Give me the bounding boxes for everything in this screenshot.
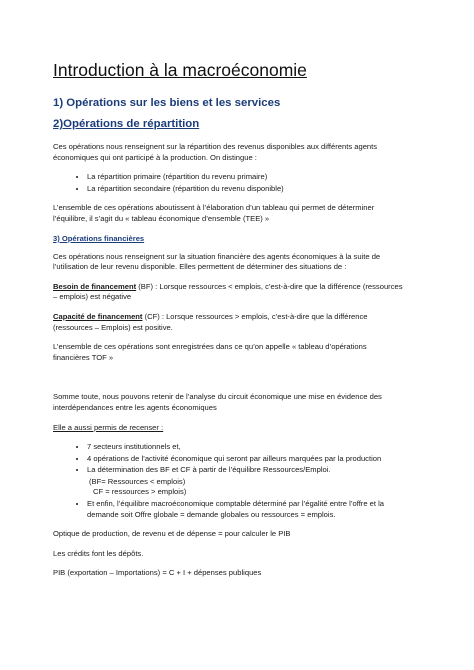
paragraph-tee: L’ensemble de ces opérations aboutissent à l’élaboration d’un tableau qui permet de déterminer l’équilibre, il s’agit du « tableau économique d’ensemble (TEE) » [53,203,375,223]
paragraph-credits: Les crédits font les dépôts. [53,548,144,558]
paragraph-optique: Optique de production, de revenu et de dépense = pour calculer le PIB [53,529,291,539]
list-item: • Et enfin, l’équilibre macroéconomique comptable déterminé par l’égalité entre l’offre et la demande soit Offre globale = demande globales ou ressources = emplois. [87,499,404,520]
bf-line: (BF= Ressources < emplois) [89,476,186,486]
recenser-list [53,442,404,476]
paragraph-tof: L’ensemble de ces opérations sont enregistrées dans ce qu’on appelle « tableau d’opérations financières TOF » [53,342,367,362]
document-title: Introduction à la macroéconomie [53,60,307,80]
besoin-label: Besoin de financement [53,281,137,291]
list-item: • La détermination des BF et CF à partir de l’équilibre Ressources/Emploi. [87,465,404,476]
capacite-text: (CF) : Lorsque ressources > emplois, c’est-à-dire que la différence (ressources – Emplois) est positive. [53,311,368,332]
paragraph-besoin [53,282,404,303]
list-item: • 7 secteurs institutionnels et, [87,442,404,453]
spacer [53,372,404,392]
paragraph-capacite [53,312,404,333]
paragraph-pib: PIB (exportation – Importations) = C + I + dépenses publiques [53,568,262,578]
section-1-heading: 1) Opérations sur les biens et les services [53,97,281,109]
capacite-label: Capacité de financement [53,311,143,321]
recenser-label: Elle a aussi permis de recenser : [53,422,164,432]
section-3-heading: 3) Opérations financières [53,233,145,243]
paragraph-repartition: Ces opérations nous renseignent sur la répartition des revenus disponibles aux différents agents économiques qui ont participé à la production. On distingue : [53,142,378,162]
paragraph-somme-toute: Somme toute, nous pouvons retenir de l’analyse du circuit économique une mise en évidence des interdépendances entre les agents économiques [53,392,382,412]
repartition-list [53,172,404,194]
paragraph-financieres: Ces opérations nous renseignent sur la situation financière des agents économiques à la suite de l’utilisation de leur revenu disponible. Elles permettent de déterminer des situations de : [53,251,381,272]
list-item: • La répartition primaire (répartition du revenu primaire) [87,172,404,183]
besoin-text: (BF) : Lorsque ressources < emplois, c’est-à-dire que la différence (ressources – emplois) est négative [53,281,403,302]
cf-line: CF = ressources > emplois) [93,487,187,497]
list-item: • 4 opérations de l’activité économique qui seront par ailleurs marquées par la production [87,454,404,465]
recenser-list-end [53,499,404,520]
list-item: • La répartition secondaire (répartition du revenu disponible) [87,184,404,195]
section-2-heading: 2)Opérations de répartition [53,118,200,130]
